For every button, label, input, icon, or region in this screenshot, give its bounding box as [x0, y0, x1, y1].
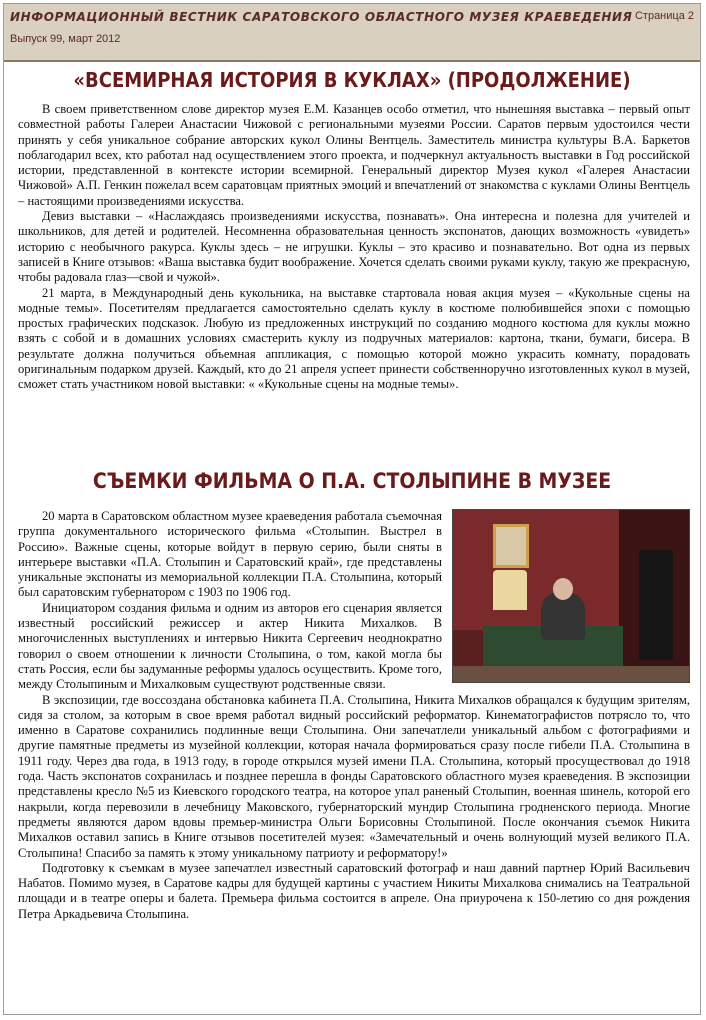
article2-paragraph: Инициатором создания фильма и одним из авторов его сценария является известный российский режиссер и актер Никита Михалков. В многочисленных выступлениях и интервью Никита Сергеевич неоднократно говорил о своем отношении к личности Столыпина, о том, какой могла бы стать Россия, если бы задуманные реформы удалось осуществить. Кроме того, между Столыпиным и Михалковым существуют родственные связи. [18, 600, 442, 692]
article1-title: «ВСЕМИРНАЯ ИСТОРИЯ В КУКЛАХ» (ПРОДОЛЖЕНИЕ) [73, 68, 631, 92]
photo-stolypin-office-icon [452, 509, 690, 683]
article2-body [18, 509, 690, 922]
article2-paragraph: Подготовку к съемкам в музее запечатлел известный саратовский фотограф и наш давний партнер Юрий Васильевич Набатов. Помимо музея, в Саратове кадры для будущей картины с участием Никиты Михалкова снимались на Театральной площади и в театре оперы и балета. Премьера фильма состоится в апреле. Она приурочена к 150-летию со дня рождения Петра Аркадьевича Столыпина. [18, 860, 690, 921]
page-number: Страница 2 [634, 10, 694, 22]
issue-label: Выпуск 99, март 2012 [10, 33, 121, 45]
page-frame [3, 3, 701, 1015]
article1-body [18, 102, 690, 393]
article2-paragraph: В экспозиции, где воссоздана обстановка кабинета П.А. Столыпина, Никита Михалков обращался к будущим зрителям, сидя за столом, за которым в свое время работал видный российский реформатор. Кинематографистов потрясло то, что именно в Саратове сохранились подлинные вещи Столыпина. Они запечатлели уникальный альбом с фотографиями и другие памятные предметы из музейной коллекции, которая начала формироваться сразу после гибели П.А. Столыпина в 1911 году. Через два года, в 1913 году, в городе открылся музей имени П.А. Столыпина, который просуществовал до 1918 года. Часть экспонатов сохранилась и позднее перешла в фонды Саратовского областного музея краеведения. В экспозиции представлены кресло №5 из Киевского городского театра, на которое упал раненый Столыпин, военная шинель, которой его накрыли, когда перевозили в лечебницу Маковского, губернаторский мундир Столыпина гродненского периода. Многие предметы являются даром вдовы премьер-министра Ольги Борисовны Столыпиной. После окончания съемок Никита Михалков оставил запись в Книге отзывов посетителей музея: «Замечательный и очень волнующий музей великого П.А. Столыпина! Спасибо за память к этому уникальному патриоту и реформатору!» [18, 692, 690, 860]
article2-paragraph: 20 марта в Саратовском областном музее краеведения работала съемочная группа документального исторического фильма «Столыпин. Выстрел в Россию». Важные сцены, которые войдут в первую серию, были сняты в интерьере выставки «П.А. Столыпин и Саратовский край», где представлены уникальные экспонаты из мемориальной коллекции П.А. Столыпина, который был саратовским губернатором с 1903 по 1906 год. [18, 509, 442, 600]
article2-title: СЪЕМКИ ФИЛЬМА О П.А. СТОЛЫПИНЕ В МУЗЕЕ [92, 469, 612, 493]
newsletter-header [4, 4, 700, 62]
lamp-icon [493, 570, 527, 610]
article1-paragraph: Девиз выставки – «Наслаждаясь произведениями искусства, познавать». Она интересна и полезна для учителей и школьников, для детей и родителей. Несомненна образовательная ценность экспонатов, дающих возможность «увидеть» историю с необычного ракурса. Куклы здесь – не игрушки. Куклы – это красиво и познавательно. Вот одна из первых записей в Книге отзывов: «Ваша выставка будит воображение. Хочется сделать своими руками куклу, такую же прекрасную, чтобы радовала глаз—свой и чужой». [18, 209, 690, 285]
portrait-icon [493, 524, 529, 568]
article1-paragraph: В своем приветственном слове директор музея Е.М. Казанцев особо отметил, что нынешняя выставка – первый опыт совместной работы Галереи Анастасии Чижовой с региональными музеями России. Саратов первым удостоился чести принять у себя уникальное собрание авторских кукол Олины Вентцель. Заместитель министра культуры В.А. Баркетов поблагодарил всех, кто работал над осуществлением этого проекта, и подчеркнул актуальность выставки в Год российской истории, представленной в контексте истории всемирной. Генеральный директор Музея кукол «Галерея Анастасии Чижовой» А.П. Генкин пожелал всем саратовцам приятных эмоций и впечатлений от знакомства с куклами Олины Вентцель – настоящими произведениями искусства. [18, 102, 690, 208]
uniform-icon [639, 550, 673, 660]
article1-paragraph: 21 марта, в Международный день кукольника, на выставке стартовала новая акция музея – «Кукольные сцены на модные темы». Посетителям предлагается самостоятельно сделать куклу в костюме полюбившейся эпохи с помощью простых графических подсказок. Любую из предложенных инструкций по созданию модного костюма для куклы можно взять с собой и в домашних условиях смастерить куклу из подручных материалов: картона, ткани, бумаги, бисера. В результате должна получиться объемная аппликация, с помощью которой можно украсить комнату, порадовать оригинальным подарком друзей. Каждый, кто до 21 апреля успеет принести собственноручно изготовленных кукол в музей, сможет стать участником новой выставки: « «Кукольные сцены на модные темы». [18, 285, 690, 392]
newsletter-title: ИНФОРМАЦИОННЫЙ ВЕСТНИК САРАТОВСКОГО ОБЛАСТНОГО МУЗЕЯ КРАЕВЕДЕНИЯ [10, 10, 633, 24]
